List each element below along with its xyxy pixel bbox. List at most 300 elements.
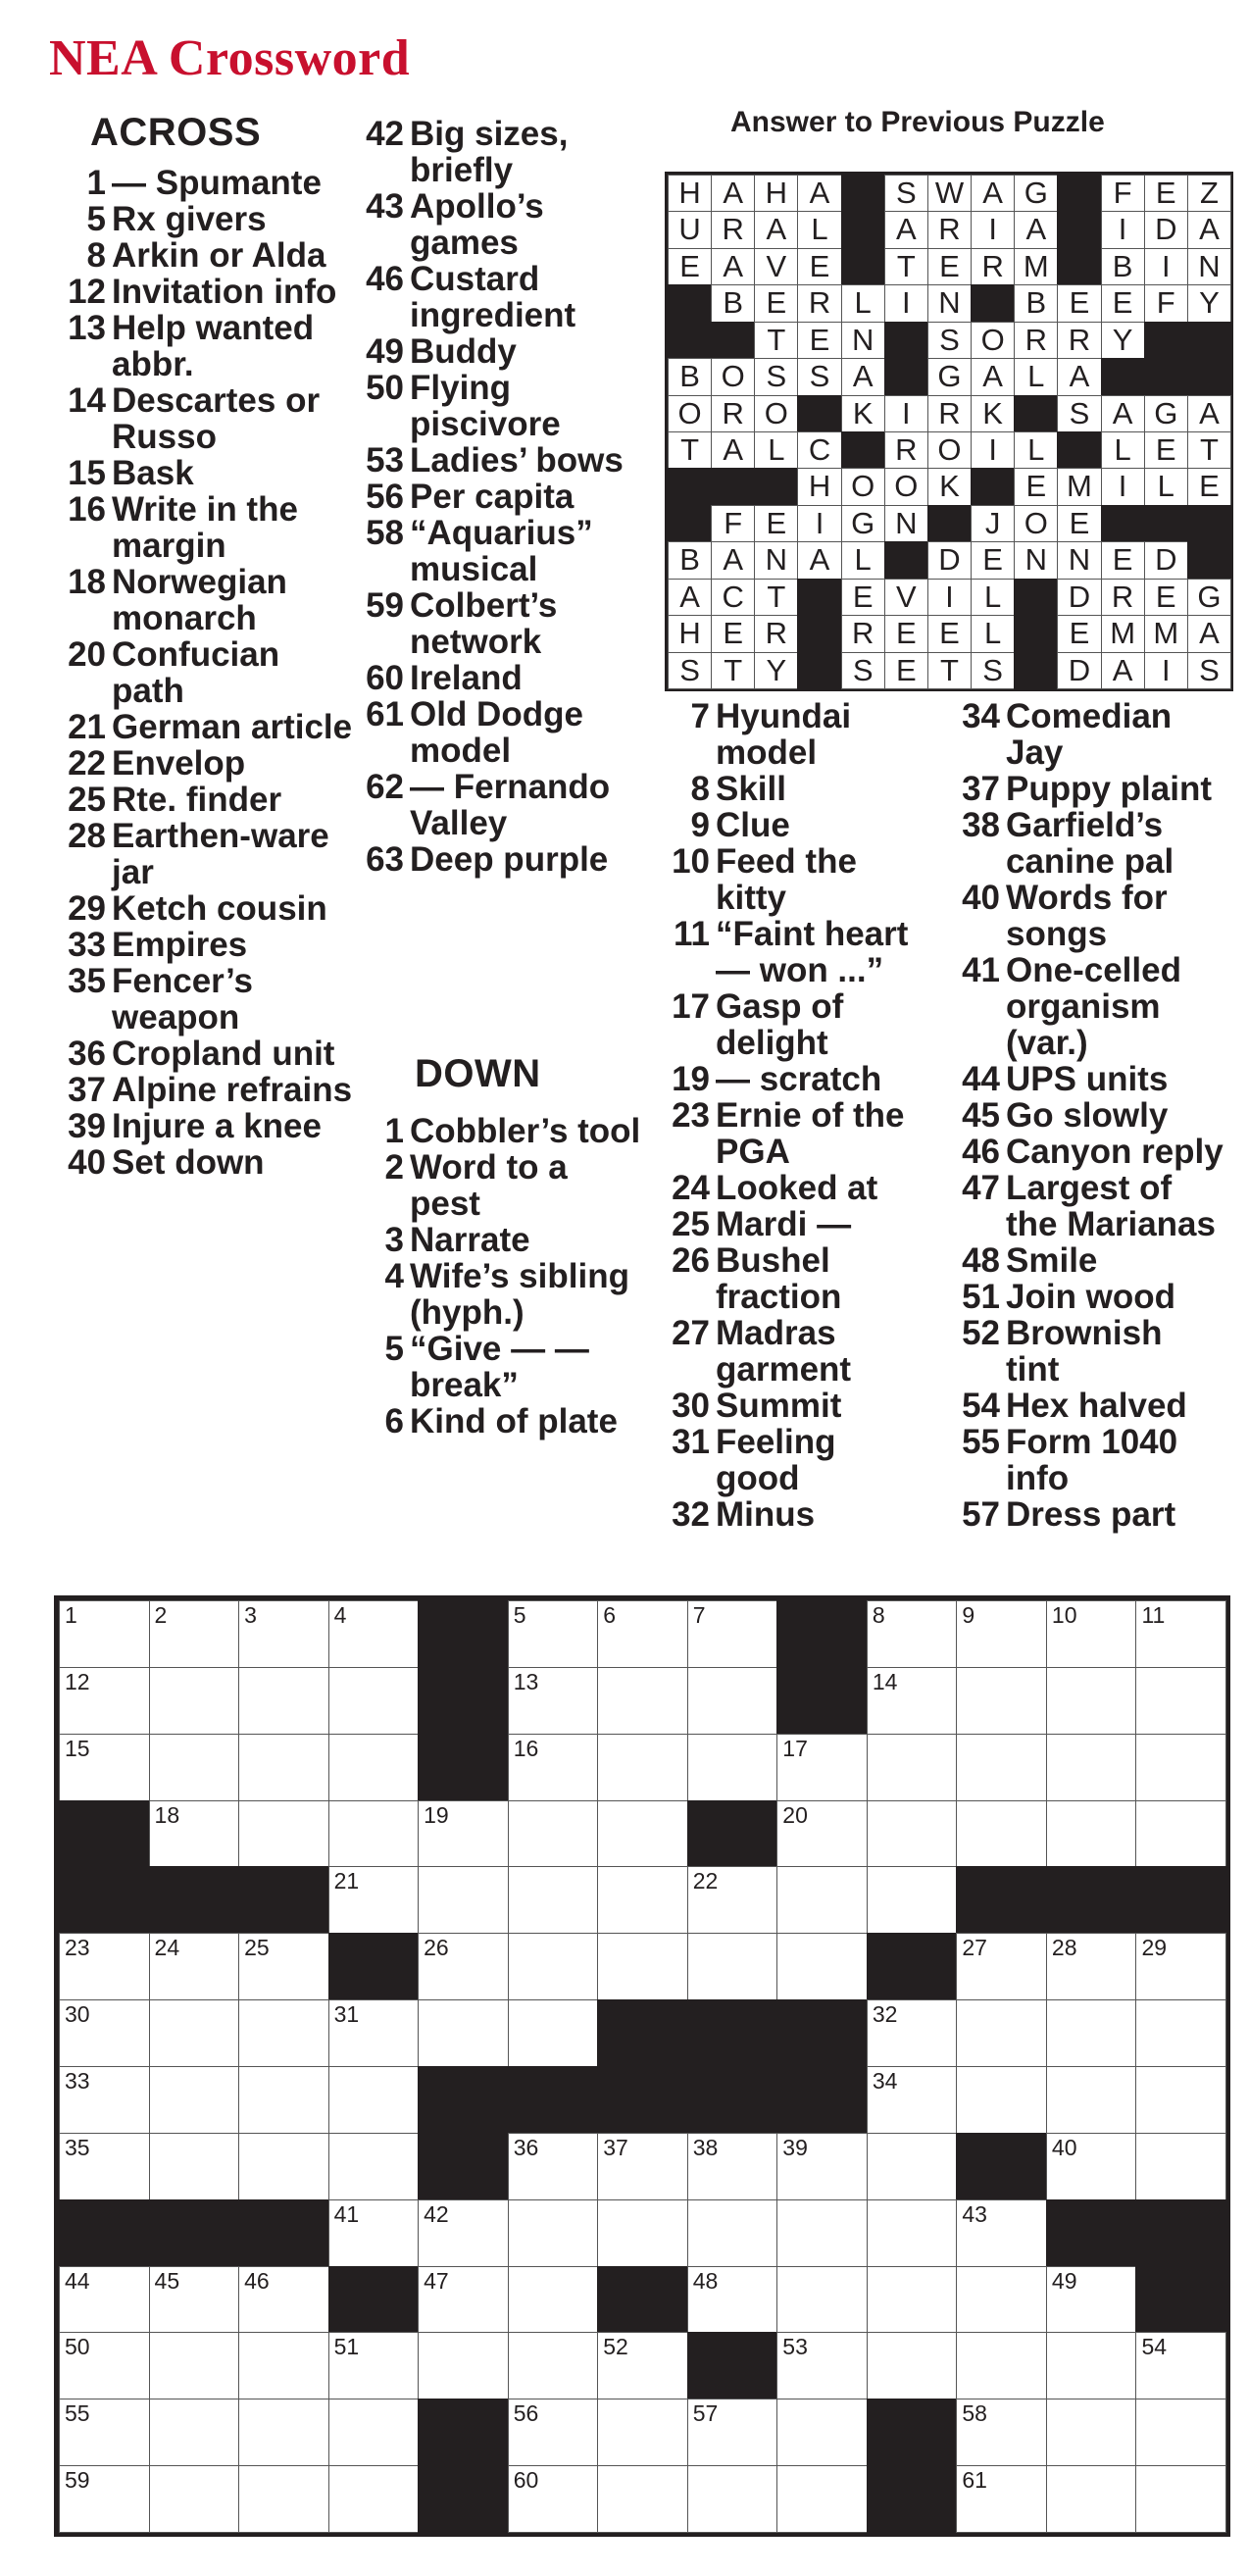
cell-number: 25	[244, 1935, 270, 1961]
across-clue	[51, 636, 359, 709]
black-square	[1057, 175, 1101, 212]
grid-cell[interactable]	[597, 1667, 688, 1735]
clue-text: Colbert’s network	[410, 586, 558, 661]
across-clue	[51, 890, 359, 927]
grid-cell[interactable]	[687, 2133, 778, 2200]
grid-cell[interactable]	[149, 1999, 240, 2067]
clue-number: 41	[962, 951, 1000, 989]
grid-cell[interactable]	[687, 2199, 778, 2267]
down-heading: DOWN	[415, 1052, 541, 1095]
answer-letter: I	[884, 395, 928, 432]
grid-cell[interactable]	[1135, 2399, 1226, 2466]
black-square	[867, 2399, 958, 2466]
clue-text: Flying piscivore	[410, 369, 561, 443]
clue-text: Cobbler’s tool	[410, 1112, 641, 1150]
answer-letter: K	[927, 468, 972, 505]
grid-cell[interactable]	[418, 1933, 509, 2000]
grid-cell[interactable]	[238, 1999, 329, 2067]
answer-letter: O	[754, 395, 798, 432]
grid-cell[interactable]	[956, 2399, 1047, 2466]
answer-letter: E	[1014, 468, 1058, 505]
grid-cell[interactable]	[59, 2465, 150, 2533]
answer-letter: N	[1187, 248, 1231, 285]
grid-cell[interactable]	[1046, 1933, 1137, 2000]
answer-letter: B	[668, 358, 712, 395]
cell-number: 43	[962, 2200, 987, 2227]
crossword-grid	[54, 1595, 1230, 2537]
grid-cell[interactable]	[687, 2399, 778, 2466]
grid-cell[interactable]	[687, 2266, 778, 2334]
grid-cell[interactable]	[956, 1800, 1047, 1868]
grid-cell[interactable]	[776, 2332, 868, 2399]
grid-cell[interactable]	[1046, 2266, 1137, 2334]
grid-cell[interactable]	[59, 1667, 150, 1735]
black-square	[1144, 322, 1188, 359]
down-clue	[647, 807, 924, 843]
answer-letter: N	[1057, 541, 1101, 579]
grid-cell[interactable]	[328, 1667, 420, 1735]
grid-cell[interactable]	[328, 2399, 420, 2466]
grid-cell[interactable]	[776, 1866, 868, 1934]
clue-text: Ladies’ bows	[410, 441, 624, 480]
clue-text: Smile	[1006, 1241, 1098, 1280]
grid-cell[interactable]	[687, 1600, 778, 1668]
grid-cell[interactable]	[776, 2133, 868, 2200]
grid-cell[interactable]	[508, 2399, 599, 2466]
grid-cell[interactable]	[867, 1866, 958, 1934]
grid-cell[interactable]	[597, 1800, 688, 1868]
clue-number: 46	[366, 260, 404, 298]
down-clue	[941, 807, 1224, 880]
answer-letter: A	[711, 175, 755, 212]
grid-cell[interactable]	[1135, 1734, 1226, 1801]
grid-cell[interactable]	[776, 2465, 868, 2533]
answer-letter: D	[927, 541, 972, 579]
answer-letter: O	[711, 358, 755, 395]
across-clue	[345, 769, 645, 841]
grid-cell[interactable]	[508, 1734, 599, 1801]
answer-letter: H	[668, 615, 712, 652]
cell-number: 60	[513, 2467, 539, 2494]
grid-cell[interactable]	[597, 2199, 688, 2267]
grid-cell[interactable]	[956, 2332, 1047, 2399]
grid-cell[interactable]	[1135, 1999, 1226, 2067]
grid-cell[interactable]	[776, 1734, 868, 1801]
cell-number: 55	[65, 2400, 90, 2427]
grid-cell[interactable]	[597, 1600, 688, 1668]
across-clue	[51, 1144, 359, 1181]
cell-number: 34	[872, 2068, 898, 2094]
clue-text: Deep purple	[410, 840, 609, 879]
grid-cell[interactable]	[597, 1933, 688, 2000]
black-square	[776, 1999, 868, 2067]
cell-number: 4	[333, 1602, 347, 1628]
grid-cell[interactable]	[956, 2199, 1047, 2267]
grid-cell[interactable]	[776, 2399, 868, 2466]
grid-cell[interactable]	[1046, 2399, 1137, 2466]
grid-cell[interactable]	[418, 2332, 509, 2399]
grid-cell[interactable]	[956, 1999, 1047, 2067]
answer-letter: U	[668, 211, 712, 248]
grid-cell[interactable]	[867, 1800, 958, 1868]
cell-number: 17	[782, 1735, 808, 1761]
grid-cell[interactable]	[238, 2266, 329, 2334]
answer-letter: O	[841, 468, 885, 505]
clue-number: 14	[68, 381, 106, 420]
answer-letter: S	[971, 652, 1015, 689]
grid-cell[interactable]	[238, 1734, 329, 1801]
answer-letter: N	[754, 541, 798, 579]
grid-cell[interactable]	[59, 2399, 150, 2466]
answer-letter: B	[1014, 284, 1058, 322]
grid-cell[interactable]	[956, 1933, 1047, 2000]
black-square	[1135, 2266, 1226, 2334]
cell-number: 19	[424, 1801, 449, 1828]
grid-cell[interactable]	[776, 1933, 868, 2000]
grid-cell[interactable]	[867, 1667, 958, 1735]
grid-cell[interactable]	[956, 2266, 1047, 2334]
clue-number: 25	[68, 781, 106, 819]
clue-text: Ireland	[410, 659, 523, 697]
grid-cell[interactable]	[328, 2066, 420, 2134]
cell-number: 24	[154, 1935, 180, 1961]
grid-cell[interactable]	[1135, 2332, 1226, 2399]
grid-cell[interactable]	[149, 2066, 240, 2134]
clue-number: 58	[366, 514, 404, 552]
clue-text: Join wood	[1006, 1278, 1176, 1316]
black-square	[956, 2133, 1047, 2200]
answer-letter: S	[841, 652, 885, 689]
grid-cell[interactable]	[59, 1999, 150, 2067]
clue-text: Buddy	[410, 332, 517, 371]
answer-letter: S	[927, 322, 972, 359]
grid-cell[interactable]	[1135, 2133, 1226, 2200]
grid-cell[interactable]	[1135, 1800, 1226, 1868]
grid-cell[interactable]	[238, 2332, 329, 2399]
down-clue	[647, 1097, 924, 1170]
cell-number: 30	[65, 2001, 90, 2028]
answer-letter: E	[1101, 541, 1145, 579]
grid-cell[interactable]	[1135, 2066, 1226, 2134]
clue-number: 25	[672, 1205, 710, 1243]
black-square	[1135, 1866, 1226, 1934]
answer-letter: G	[927, 358, 972, 395]
grid-cell[interactable]	[418, 1999, 509, 2067]
grid-cell[interactable]	[956, 2066, 1047, 2134]
grid-cell[interactable]	[687, 1734, 778, 1801]
clue-text: Custard ingredient	[410, 260, 576, 334]
answer-letter: A	[711, 248, 755, 285]
grid-cell[interactable]	[328, 1999, 420, 2067]
clue-text: Gasp of delight	[716, 987, 844, 1062]
grid-cell[interactable]	[867, 2133, 958, 2200]
answer-letter: L	[1101, 431, 1145, 469]
grid-cell[interactable]	[328, 2332, 420, 2399]
grid-cell[interactable]	[418, 1800, 509, 1868]
clue-text: Confucian path	[112, 635, 280, 710]
answer-letter: I	[927, 579, 972, 616]
grid-cell[interactable]	[328, 1800, 420, 1868]
answer-letter: O	[884, 468, 928, 505]
cell-number: 57	[692, 2400, 719, 2427]
cell-number: 36	[513, 2134, 539, 2160]
grid-cell[interactable]	[867, 1734, 958, 1801]
black-square	[884, 358, 928, 395]
answer-letter: I	[1144, 248, 1188, 285]
grid-cell[interactable]	[238, 2133, 329, 2200]
clue-number: 1	[86, 164, 106, 202]
black-square	[841, 431, 885, 469]
grid-cell[interactable]	[149, 2399, 240, 2466]
answer-letter: R	[884, 431, 928, 469]
grid-cell[interactable]	[238, 2399, 329, 2466]
grid-cell[interactable]	[956, 2465, 1047, 2533]
answer-letter: R	[1057, 322, 1101, 359]
clue-number: 17	[672, 987, 710, 1026]
clue-number: 22	[68, 744, 106, 783]
black-square	[418, 1667, 509, 1735]
grid-cell[interactable]	[149, 2133, 240, 2200]
answer-letter: L	[971, 579, 1015, 616]
grid-cell[interactable]	[418, 2266, 509, 2334]
clue-text: Madras garment	[716, 1314, 852, 1389]
clue-text: Wife’s sibling (hyph.)	[410, 1257, 629, 1332]
grid-cell[interactable]	[149, 2465, 240, 2533]
clue-text: Fencer’s weapon	[112, 962, 253, 1036]
black-square	[328, 2266, 420, 2334]
down-clue	[647, 916, 924, 988]
grid-cell[interactable]	[149, 2332, 240, 2399]
across-heading: ACROSS	[90, 111, 262, 154]
grid-cell[interactable]	[508, 2332, 599, 2399]
cell-number: 8	[872, 1602, 885, 1628]
cell-number: 61	[962, 2467, 987, 2494]
grid-cell[interactable]	[508, 2133, 599, 2200]
black-square	[1057, 431, 1101, 469]
clue-text: Old Dodge model	[410, 695, 583, 770]
answer-letter: I	[1101, 468, 1145, 505]
answer-letter: T	[711, 652, 755, 689]
grid-cell[interactable]	[418, 2199, 509, 2267]
grid-cell[interactable]	[597, 2133, 688, 2200]
clue-text: Bask	[112, 454, 194, 492]
grid-cell[interactable]	[776, 2199, 868, 2267]
grid-cell[interactable]	[149, 1600, 240, 1668]
across-clue	[345, 370, 645, 442]
grid-cell[interactable]	[508, 2199, 599, 2267]
clue-number: 59	[366, 586, 404, 625]
grid-cell[interactable]	[238, 1667, 329, 1735]
clue-number: 7	[690, 697, 710, 735]
grid-cell[interactable]	[238, 1800, 329, 1868]
grid-cell[interactable]	[867, 2199, 958, 2267]
answer-letter: C	[711, 579, 755, 616]
grid-cell[interactable]	[508, 2465, 599, 2533]
across-clue	[51, 455, 359, 491]
grid-cell[interactable]	[1046, 1600, 1137, 1668]
grid-cell[interactable]	[328, 2133, 420, 2200]
cell-number: 51	[333, 2334, 360, 2360]
grid-cell[interactable]	[597, 2465, 688, 2533]
black-square	[149, 2199, 240, 2267]
grid-cell[interactable]	[328, 2199, 420, 2267]
grid-cell[interactable]	[328, 1866, 420, 1934]
answer-letter: L	[841, 284, 885, 322]
answer-letter: H	[754, 175, 798, 212]
grid-cell[interactable]	[59, 1734, 150, 1801]
grid-cell[interactable]	[867, 2266, 958, 2334]
grid-cell[interactable]	[508, 2266, 599, 2334]
answer-letter: R	[927, 395, 972, 432]
black-square	[711, 322, 755, 359]
grid-cell[interactable]	[59, 1933, 150, 2000]
grid-cell[interactable]	[956, 1734, 1047, 1801]
answer-letter: A	[1187, 615, 1231, 652]
grid-cell[interactable]	[1046, 2133, 1137, 2200]
grid-cell[interactable]	[508, 1800, 599, 1868]
grid-cell[interactable]	[1046, 2066, 1137, 2134]
answer-letter: Y	[1101, 322, 1145, 359]
black-square	[927, 505, 972, 542]
grid-cell[interactable]	[776, 2266, 868, 2334]
clue-number: 48	[962, 1241, 1000, 1280]
grid-cell[interactable]	[238, 1933, 329, 2000]
grid-cell[interactable]	[328, 1600, 420, 1668]
clue-text: Empires	[112, 926, 248, 964]
black-square	[867, 2465, 958, 2533]
black-square	[668, 284, 712, 322]
across-clue	[345, 442, 645, 479]
answer-letter: E	[754, 284, 798, 322]
down-clue	[647, 771, 924, 807]
grid-cell[interactable]	[1135, 2465, 1226, 2533]
grid-cell[interactable]	[59, 2133, 150, 2200]
grid-cell[interactable]	[418, 1866, 509, 1934]
answer-letter: N	[884, 505, 928, 542]
grid-cell[interactable]	[867, 2066, 958, 2134]
black-square	[418, 2399, 509, 2466]
clue-text: — Spumante	[112, 164, 322, 202]
grid-cell[interactable]	[508, 1933, 599, 2000]
clue-text: Mardi —	[716, 1205, 852, 1243]
clue-number: 37	[962, 770, 1000, 808]
answer-letter: A	[971, 358, 1015, 395]
clue-number: 12	[68, 273, 106, 311]
black-square	[668, 322, 712, 359]
down-clue	[345, 1403, 645, 1440]
grid-cell[interactable]	[597, 1734, 688, 1801]
black-square	[597, 1999, 688, 2067]
across-clue	[345, 660, 645, 696]
grid-cell[interactable]	[687, 1866, 778, 1934]
clue-number: 9	[690, 806, 710, 844]
grid-cell[interactable]	[1046, 1800, 1137, 1868]
grid-cell[interactable]	[956, 1600, 1047, 1668]
clue-text: Comedian Jay	[1006, 697, 1173, 772]
grid-cell[interactable]	[328, 1734, 420, 1801]
grid-cell[interactable]	[149, 1667, 240, 1735]
answer-letter: N	[841, 322, 885, 359]
grid-cell[interactable]	[687, 1933, 778, 2000]
cell-number: 52	[603, 2334, 628, 2360]
grid-cell[interactable]	[867, 1999, 958, 2067]
answer-letter: A	[841, 358, 885, 395]
grid-cell[interactable]	[776, 1800, 868, 1868]
clue-text: Ernie of the PGA	[716, 1096, 905, 1171]
grid-cell[interactable]	[149, 1800, 240, 1868]
cell-number: 37	[603, 2134, 628, 2160]
answer-letter: G	[1187, 579, 1231, 616]
clue-text: “Faint heart — won ...”	[716, 915, 909, 989]
grid-cell[interactable]	[1135, 1600, 1226, 1668]
grid-cell[interactable]	[1135, 1667, 1226, 1735]
answer-letter: M	[1144, 615, 1188, 652]
grid-cell[interactable]	[508, 1866, 599, 1934]
grid-cell[interactable]	[1046, 1734, 1137, 1801]
answer-letter: H	[668, 175, 712, 212]
grid-cell[interactable]	[149, 1734, 240, 1801]
black-square	[418, 2465, 509, 2533]
across-clue	[51, 201, 359, 237]
black-square	[1101, 505, 1145, 542]
grid-cell[interactable]	[149, 1933, 240, 2000]
grid-cell[interactable]	[1046, 2332, 1137, 2399]
grid-cell[interactable]	[59, 2266, 150, 2334]
grid-cell[interactable]	[1046, 2465, 1137, 2533]
grid-cell[interactable]	[597, 2332, 688, 2399]
grid-cell[interactable]	[59, 1600, 150, 1668]
grid-cell[interactable]	[597, 1866, 688, 1934]
clue-text: Write in the margin	[112, 490, 298, 565]
grid-cell[interactable]	[508, 1600, 599, 1668]
grid-cell[interactable]	[867, 1600, 958, 1668]
grid-cell[interactable]	[59, 2332, 150, 2399]
grid-cell[interactable]	[508, 1999, 599, 2067]
black-square	[508, 2066, 599, 2134]
clue-number: 4	[384, 1257, 404, 1295]
cell-number: 54	[1141, 2334, 1168, 2360]
grid-cell[interactable]	[956, 1667, 1047, 1735]
black-square	[59, 1800, 150, 1868]
grid-cell[interactable]	[1046, 1667, 1137, 1735]
grid-cell[interactable]	[238, 2465, 329, 2533]
answer-letter: G	[1014, 175, 1058, 212]
grid-cell[interactable]	[149, 2266, 240, 2334]
grid-cell[interactable]	[508, 1667, 599, 1735]
answer-letter: K	[971, 395, 1015, 432]
grid-cell[interactable]	[328, 2465, 420, 2533]
answer-letter: I	[971, 211, 1015, 248]
grid-cell[interactable]	[687, 1667, 778, 1735]
clue-number: 27	[672, 1314, 710, 1352]
grid-cell[interactable]	[867, 2332, 958, 2399]
clue-text: Summit	[716, 1387, 842, 1425]
grid-cell[interactable]	[238, 1600, 329, 1668]
grid-cell[interactable]	[597, 2399, 688, 2466]
grid-cell[interactable]	[238, 2066, 329, 2134]
grid-cell[interactable]	[1135, 1933, 1226, 2000]
grid-cell[interactable]	[1046, 1999, 1137, 2067]
answer-letter: R	[971, 248, 1015, 285]
black-square	[687, 2066, 778, 2134]
answer-letter: E	[797, 322, 841, 359]
grid-cell[interactable]	[687, 2465, 778, 2533]
grid-cell[interactable]	[59, 2066, 150, 2134]
clue-number: 3	[384, 1221, 404, 1259]
cell-number: 7	[692, 1602, 706, 1628]
black-square	[1057, 248, 1101, 285]
down-clue	[941, 1134, 1224, 1170]
